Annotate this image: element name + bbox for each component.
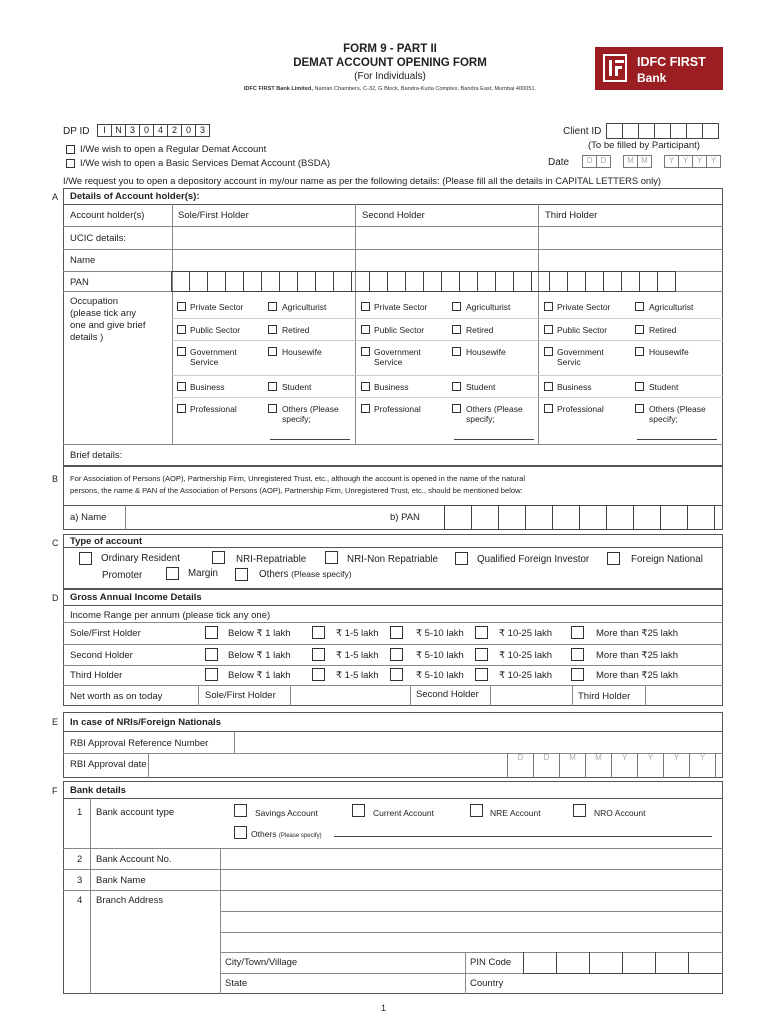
h3-retired-label: Retired bbox=[649, 325, 677, 335]
current-account-label: Current Account bbox=[373, 808, 434, 818]
h1-government-label: Government Service bbox=[190, 347, 237, 367]
h2-housewife-label: Housewife bbox=[466, 347, 506, 357]
income-second-holder: Second Holder bbox=[70, 650, 133, 661]
h3-private-sector-label: Private Sector bbox=[557, 302, 611, 312]
second-holder-header: Second Holder bbox=[362, 210, 425, 221]
h3-others-label: Others (Please specify; bbox=[649, 404, 706, 424]
section-e-title: In case of NRIs/Foreign Nationals bbox=[70, 717, 221, 728]
net-worth-second: Second Holder bbox=[416, 689, 479, 700]
h2-government-checkbox[interactable] bbox=[361, 347, 370, 356]
client-id-note: (To be filled by Participant) bbox=[588, 140, 700, 151]
branch-address-label: Branch Address bbox=[96, 895, 164, 906]
regular-demat-checkbox[interactable] bbox=[66, 145, 75, 154]
h2-1-5-label: ₹ 1-5 lakh bbox=[336, 650, 379, 661]
dp-id-cells bbox=[98, 124, 210, 137]
h3-student-checkbox[interactable] bbox=[635, 382, 644, 391]
city-label: City/Town/Village bbox=[225, 957, 298, 968]
h2-others-line[interactable] bbox=[454, 439, 534, 440]
section-e-letter: E bbox=[52, 717, 59, 727]
h3-below-1-label: Below ₹ 1 lakh bbox=[228, 670, 291, 681]
h2-5-10-label: ₹ 5-10 lakh bbox=[416, 650, 464, 661]
h3-below-1-checkbox[interactable] bbox=[205, 668, 218, 681]
bank-name-label: Bank Name bbox=[96, 875, 146, 886]
h1-housewife-label: Housewife bbox=[282, 347, 322, 357]
form-subtitle: (For Individuals) bbox=[354, 71, 426, 82]
h2-agriculturist-label: Agriculturist bbox=[466, 302, 511, 312]
bank-address bbox=[190, 86, 590, 92]
others-account-checkbox[interactable] bbox=[235, 568, 248, 581]
nri-rep-checkbox[interactable] bbox=[212, 551, 225, 564]
idfc-first-logo bbox=[595, 47, 723, 90]
others-bank-checkbox[interactable] bbox=[234, 826, 247, 839]
h1-others-line[interactable] bbox=[270, 439, 350, 440]
dp-id-cell: 3 bbox=[195, 124, 210, 137]
h2-business-label: Business bbox=[374, 382, 409, 392]
aop-pan-label: b) PAN bbox=[390, 512, 420, 523]
dp-id-label: DP ID bbox=[63, 126, 90, 137]
client-id-cells[interactable] bbox=[607, 123, 719, 139]
first-holder-header: Sole/First Holder bbox=[178, 210, 249, 221]
h1-below-1-checkbox[interactable] bbox=[205, 626, 218, 639]
h3-business-label: Business bbox=[557, 382, 592, 392]
h3-5-10-checkbox[interactable] bbox=[390, 668, 403, 681]
h2-others-checkbox[interactable] bbox=[452, 404, 461, 413]
bank-account-type-label: Bank account type bbox=[96, 807, 175, 818]
rbi-ref-label: RBI Approval Reference Number bbox=[70, 738, 209, 749]
h2-retired-checkbox[interactable] bbox=[452, 325, 461, 334]
h1-below-1-label: Below ₹ 1 lakh bbox=[228, 628, 291, 639]
bsda-label: I/We wish to open a Basic Services Demat Account (BSDA) bbox=[80, 158, 331, 169]
h2-10-25-checkbox[interactable] bbox=[475, 648, 488, 661]
h2-business-checkbox[interactable] bbox=[361, 382, 370, 391]
h3-government-label: Government Servic bbox=[557, 347, 604, 367]
current-account-checkbox[interactable] bbox=[352, 804, 365, 817]
account-holders-header: Account holder(s) bbox=[70, 210, 145, 221]
country-label: Country bbox=[470, 978, 504, 989]
section-c-title: Type of account bbox=[70, 536, 143, 547]
h2-25-plus-label: More than ₹25 lakh bbox=[596, 650, 679, 661]
dp-id-cell: 4 bbox=[153, 124, 168, 137]
date-month-cells[interactable]: M M bbox=[624, 155, 652, 168]
h2-private-sector-checkbox[interactable] bbox=[361, 302, 370, 311]
income-third-holder: Third Holder bbox=[70, 670, 123, 681]
form-title: DEMAT ACCOUNT OPENING FORM bbox=[293, 57, 487, 69]
ucic-label: UCIC details: bbox=[70, 233, 126, 244]
h1-private-sector-label: Private Sector bbox=[190, 302, 244, 312]
nro-account-label: NRO Account bbox=[594, 808, 646, 818]
section-a-title: Details of Account holder(s): bbox=[70, 191, 200, 202]
h3-professional-label: Professional bbox=[557, 404, 604, 414]
h1-25-plus-checkbox[interactable] bbox=[571, 626, 584, 639]
h3-5-10-label: ₹ 5-10 lakh bbox=[416, 670, 464, 681]
savings-account-label: Savings Account bbox=[255, 808, 318, 818]
rbi-date-cells[interactable]: D D M M Y Y Y Y bbox=[508, 753, 716, 778]
h3-others-checkbox[interactable] bbox=[635, 404, 644, 413]
h2-retired-label: Retired bbox=[466, 325, 494, 335]
h3-housewife-checkbox[interactable] bbox=[635, 347, 644, 356]
net-worth-first: Sole/First Holder bbox=[205, 690, 276, 701]
nre-account-checkbox[interactable] bbox=[470, 804, 483, 817]
h1-5-10-label: ₹ 5-10 lakh bbox=[416, 628, 464, 639]
request-statement: I/We request you to open a depository account in my/our name as per the following details: (Please fill all the details in CAPITAL LETTERS only) bbox=[63, 175, 662, 186]
h2-below-1-checkbox[interactable] bbox=[205, 648, 218, 661]
h1-business-checkbox[interactable] bbox=[177, 382, 186, 391]
h1-10-25-label: ₹ 10-25 lakh bbox=[499, 628, 553, 639]
section-a-letter: A bbox=[52, 192, 59, 202]
h1-public-sector-checkbox[interactable] bbox=[177, 325, 186, 334]
h1-5-10-checkbox[interactable] bbox=[390, 626, 403, 639]
nre-account-label: NRE Account bbox=[490, 808, 541, 818]
others-bank-line[interactable] bbox=[334, 836, 712, 837]
bank-row-2-number: 2 bbox=[77, 854, 83, 865]
h3-10-25-checkbox[interactable] bbox=[475, 668, 488, 681]
h1-10-25-checkbox[interactable] bbox=[475, 626, 488, 639]
h3-others-line[interactable] bbox=[637, 439, 717, 440]
date-label: Date bbox=[548, 157, 570, 168]
section-b-text1: For Association of Persons (AOP), Partnership Firm, Unregistered Trust, etc., although the account is opened in the name of the natural bbox=[70, 474, 526, 483]
pin-code-cells[interactable] bbox=[524, 952, 722, 974]
h1-housewife-checkbox[interactable] bbox=[268, 347, 277, 356]
h1-1-5-label: ₹ 1-5 lakh bbox=[336, 628, 379, 639]
h2-below-1-label: Below ₹ 1 lakh bbox=[228, 650, 291, 661]
h3-agriculturist-checkbox[interactable] bbox=[635, 302, 644, 311]
logo-mark-icon bbox=[603, 54, 627, 82]
logo-line1: IDFC FIRST bbox=[637, 55, 706, 69]
h2-1-5-checkbox[interactable] bbox=[312, 648, 325, 661]
name-label: Name bbox=[70, 255, 96, 266]
page-number: 1 bbox=[381, 1003, 387, 1013]
nri-non-rep-label: NRI-Non Repatriable bbox=[347, 554, 438, 565]
h3-student-label: Student bbox=[649, 382, 679, 392]
aop-name-label: a) Name bbox=[70, 512, 107, 523]
ordinary-resident-label: Ordinary Resident bbox=[101, 553, 180, 564]
qfi-checkbox[interactable] bbox=[455, 552, 468, 565]
bank-row-3-number: 3 bbox=[77, 875, 83, 886]
h1-retired-label: Retired bbox=[282, 325, 310, 335]
h2-public-sector-checkbox[interactable] bbox=[361, 325, 370, 334]
h3-1-5-label: ₹ 1-5 lakh bbox=[336, 670, 379, 681]
h3-agriculturist-label: Agriculturist bbox=[649, 302, 694, 312]
h1-private-sector-checkbox[interactable] bbox=[177, 302, 186, 311]
h2-25-plus-checkbox[interactable] bbox=[571, 648, 584, 661]
h2-private-sector-label: Private Sector bbox=[374, 302, 428, 312]
dp-id-cell: I bbox=[97, 124, 112, 137]
client-id-label: Client ID bbox=[563, 126, 602, 137]
h1-public-sector-label: Public Sector bbox=[190, 325, 241, 335]
others-account-label: Others (Please specify) bbox=[259, 569, 352, 580]
h3-25-plus-label: More than ₹25 lakh bbox=[596, 670, 679, 681]
qfi-label: Qualified Foreign Investor bbox=[477, 554, 590, 565]
h2-student-checkbox[interactable] bbox=[452, 382, 461, 391]
h3-1-5-checkbox[interactable] bbox=[312, 668, 325, 681]
bank-row-1-number: 1 bbox=[77, 807, 83, 818]
h1-student-label: Student bbox=[282, 382, 312, 392]
h2-student-label: Student bbox=[466, 382, 496, 392]
h2-public-sector-label: Public Sector bbox=[374, 325, 425, 335]
bank-name: IDFC FIRST Bank Limited, bbox=[243, 86, 313, 92]
h3-private-sector-checkbox[interactable] bbox=[544, 302, 553, 311]
h3-10-25-label: ₹ 10-25 lakh bbox=[499, 670, 553, 681]
h3-retired-checkbox[interactable] bbox=[635, 325, 644, 334]
promoter-checkbox[interactable] bbox=[166, 567, 179, 580]
date-day-cells[interactable]: D D bbox=[583, 155, 611, 168]
h3-public-sector-checkbox[interactable] bbox=[544, 325, 553, 334]
h2-5-10-checkbox[interactable] bbox=[390, 648, 403, 661]
h1-25-plus-label: More than ₹25 lakh bbox=[596, 628, 679, 639]
h3-public-sector-label: Public Sector bbox=[557, 325, 608, 335]
section-d-title: Gross Annual Income Details bbox=[70, 592, 202, 603]
nri-rep-label: NRI-Repatriable bbox=[236, 554, 307, 565]
net-worth-third: Third Holder bbox=[578, 691, 631, 702]
dp-id-cell: 0 bbox=[181, 124, 196, 137]
income-first-holder: Sole/First Holder bbox=[70, 628, 141, 639]
h1-agriculturist-label: Agriculturist bbox=[282, 302, 327, 312]
h2-10-25-label: ₹ 10-25 lakh bbox=[499, 650, 553, 661]
brief-details-label: Brief details: bbox=[70, 450, 123, 461]
others-bank-label: Others (Please specify) bbox=[251, 829, 322, 839]
section-b-letter: B bbox=[52, 474, 59, 484]
h2-professional-checkbox[interactable] bbox=[361, 404, 370, 413]
h3-housewife-label: Housewife bbox=[649, 347, 689, 357]
pin-code-label: PIN Code bbox=[470, 957, 512, 968]
h2-housewife-checkbox[interactable] bbox=[452, 347, 461, 356]
bank-account-no-label: Bank Account No. bbox=[96, 854, 172, 865]
margin-label: Margin bbox=[188, 568, 218, 579]
promoter-label: Promoter bbox=[102, 570, 143, 581]
form-number: FORM 9 - PART II bbox=[343, 43, 437, 55]
nri-non-rep-checkbox[interactable] bbox=[325, 551, 338, 564]
h1-others-checkbox[interactable] bbox=[268, 404, 277, 413]
h3-25-plus-checkbox[interactable] bbox=[571, 668, 584, 681]
ordinary-resident-checkbox[interactable] bbox=[79, 552, 92, 565]
net-worth-label: Net worth as on today bbox=[70, 691, 163, 702]
bank-row-4-number: 4 bbox=[77, 895, 83, 906]
h1-others-label: Others (Please specify; bbox=[282, 404, 339, 424]
nro-account-checkbox[interactable] bbox=[573, 804, 586, 817]
dp-id-cell: 3 bbox=[125, 124, 140, 137]
h1-student-checkbox[interactable] bbox=[268, 382, 277, 391]
savings-account-checkbox[interactable] bbox=[234, 804, 247, 817]
state-label: State bbox=[225, 978, 248, 989]
section-b-text2: persons, the name & PAN of the Association of Persons (AOP), Partnership Firm, Unregistered Trust, etc., should be mentioned below: bbox=[70, 486, 523, 495]
h1-business-label: Business bbox=[190, 382, 225, 392]
section-f-title: Bank details bbox=[70, 785, 126, 796]
h1-1-5-checkbox[interactable] bbox=[312, 626, 325, 639]
h1-government-checkbox[interactable] bbox=[177, 347, 186, 356]
h1-professional-checkbox[interactable] bbox=[177, 404, 186, 413]
section-f-letter: F bbox=[52, 786, 58, 796]
bsda-checkbox[interactable] bbox=[66, 159, 75, 168]
foreign-national-label: Foreign National bbox=[631, 554, 703, 565]
section-c-letter: C bbox=[52, 538, 59, 548]
dp-id-cell: 0 bbox=[139, 124, 154, 137]
date-year-cells[interactable]: Y Y Y Y bbox=[665, 155, 721, 168]
occupation-label: Occupation (please tick any one and give brief details ) bbox=[70, 296, 146, 343]
h1-professional-label: Professional bbox=[190, 404, 237, 414]
rbi-date-label: RBI Approval date bbox=[70, 759, 147, 770]
h2-government-label: Government Service bbox=[374, 347, 421, 367]
dp-id-cell: N bbox=[111, 124, 126, 137]
h2-others-label: Others (Please specify; bbox=[466, 404, 523, 424]
h1-agriculturist-checkbox[interactable] bbox=[268, 302, 277, 311]
dp-id-cell: 2 bbox=[167, 124, 182, 137]
h1-retired-checkbox[interactable] bbox=[268, 325, 277, 334]
pan-cells[interactable] bbox=[172, 271, 676, 292]
h2-professional-label: Professional bbox=[374, 404, 421, 414]
logo-line2: Bank bbox=[637, 71, 667, 85]
h3-business-checkbox[interactable] bbox=[544, 382, 553, 391]
foreign-national-checkbox[interactable] bbox=[607, 552, 620, 565]
address-text: Naman Chambers, C-32, G Block, Bandra-Kurla Complex, Bandra East, Mumbai 400051. bbox=[314, 86, 537, 92]
income-range-label: Income Range per annum (please tick any one) bbox=[70, 610, 271, 621]
pan-label: PAN bbox=[70, 277, 89, 288]
regular-demat-label: I/We wish to open a Regular Demat Account bbox=[80, 144, 267, 155]
section-d-letter: D bbox=[52, 593, 59, 603]
third-holder-header: Third Holder bbox=[545, 210, 598, 221]
h3-professional-checkbox[interactable] bbox=[544, 404, 553, 413]
aop-pan-cells[interactable] bbox=[445, 505, 715, 530]
h2-agriculturist-checkbox[interactable] bbox=[452, 302, 461, 311]
h3-government-checkbox[interactable] bbox=[544, 347, 553, 356]
